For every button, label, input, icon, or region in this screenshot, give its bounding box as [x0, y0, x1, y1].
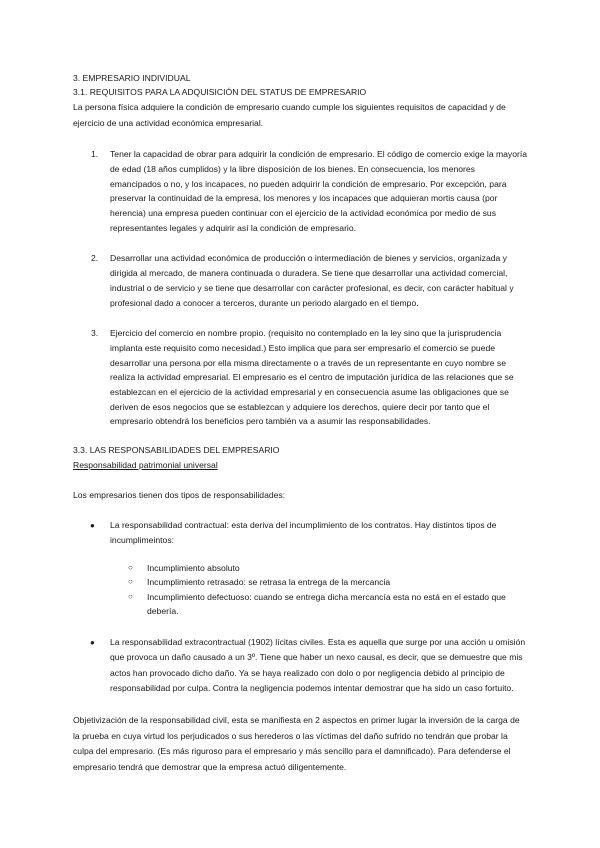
- extracontractual-text: La responsabilidad extracontractual (1902) lícitas civiles. Esta es aquella que surge por una acción u omisión que provoca un daño causado a un 3º. Tiene que haber un nexo causal, es decir, que se demuestre que mis actos han provocado dicho daño. Ya se haya realizado con dolo o por negligencia debido al principio de responsabilidad por culpa. Contra la negligencia podemos intentar demostrar que ha sido un caso fortuito.: [110, 636, 526, 694]
- list-item-text: Tener la capacidad de obrar para adquirir la condición de empresario. El código de comercio exige la mayoría de edad (18 años cumplidos) y la libre disposición de los bienes. En consecuencia, los menores emancipados o no, y los incapaces, no pueden adquirir la condición de empresario. Por excepción, para preservar la continuidad de la empresa, los menores y los incapaces que adquieran mortis causa (por herencia) una empresa pueden continuar con el ejercicio de la actividad económica por medio de sus representantes legales y adquirir así la condición de empresario.: [110, 149, 528, 233]
- contractual-text: La responsabilidad contractual: esta deriva del incumplimiento de los contratos. Hay distintos tipos de incumplimeintos:: [110, 519, 497, 546]
- section-heading-requisitos: 3.1. REQUISITOS PARA LA ADQUISICIÓN DEL STATUS DE EMPRESARIO: [73, 87, 367, 97]
- sub-list-item-text: Incumplimiento defectuoso: cuando se entrega dicha mercancía esta no está en el estado que debería.: [147, 591, 506, 617]
- section-heading-empresario-individual: 3. EMPRESARIO INDIVIDUAL: [73, 73, 191, 83]
- circle-bullet-icon: ○: [128, 577, 133, 587]
- spacer: [73, 472, 528, 488]
- subheading-patrimonial-universal: Responsabilidad patrimonial universal: [73, 460, 218, 471]
- list-item-text: Desarrollar una actividad económica de producción o intermediación de bienes y servicios, organizada y dirigida al mercado, de manera continuada o duradera. Se tiene que desarrollar una actividad comercial, industrial o de servicio y se tiene que desarrollar con carácter profesional, es decir, con carácter habitual y profesional dado a conocer a terceros, durante un periodo alargado en el tiempo.: [110, 253, 514, 308]
- tipos-intro: Los empresarios tienen dos tipos de responsabilidades:: [73, 490, 286, 501]
- circle-bullet-icon: ○: [128, 591, 133, 601]
- sub-list-item: [110, 590, 528, 619]
- list-item: [73, 147, 528, 235]
- objetivizacion-paragraph: Objetivización de la responsabilidad civil, esta se manifiesta en 2 aspectos en primer lugar la inversión de la carga de la prueba en cuya virtud los perjudicados o sus herederos o las víctimas del daño sufrido no tendrán que probar la culpa del empresario. (Es más riguroso para el empresario y más sencillo para el damnificado). Para defenderse el empresario tendrá que demostrar que la empresa actuó diligentemente.: [73, 714, 520, 772]
- list-item: [73, 251, 528, 310]
- responsabilidades-list: [73, 518, 528, 697]
- intro-paragraph: La persona física adquiere la condición de empresario cuando cumple los siguientes requisitos de capacidad y de ejercicio de una actividad económica empresarial.: [73, 102, 506, 128]
- spacer: [73, 504, 528, 518]
- sub-list-item-text: Incumplimiento retrasado: se retrasa la entrega de la mercancia: [147, 577, 391, 588]
- sub-list-item: [110, 575, 528, 589]
- section-heading-responsabilidades: 3.3. LAS RESPONSABILIDADES DEL EMPRESARIO: [73, 445, 280, 456]
- bullet-icon: ●: [90, 520, 95, 530]
- sub-list-item: [110, 561, 528, 575]
- list-item-extracontractual: [73, 635, 528, 697]
- bullet-icon: ●: [90, 637, 95, 647]
- list-item-contractual: [73, 518, 528, 619]
- requisitos-list: [73, 147, 528, 429]
- list-item-text: Ejercicio del comercio en nombre propio. (requisito no contemplado en la ley sino que la jurisprudencia implanta este requisito como necesidad.) Esto implica que para ser empresario el comercio se puede desarrollar una persona por ella misma directamente o a través de un representante en cuyo nombre se realiza la actividad empresarial. El empresario es el centro de imputación jurídica de las relaciones que se establezcan en el ejercicio de la actividad empresarial y en consecuencia asume las obligaciones que se deriven de esos negocios que se establezcan y adquiere los derechos, quiere decir por tanto que el empresario obtendrá los beneficios pero también va a asumir las responsabilidades.: [110, 328, 514, 427]
- list-item-number: 1.: [91, 149, 99, 160]
- incumplimientos-list: [110, 561, 528, 619]
- list-item-number: 2.: [91, 253, 99, 264]
- document-page: [73, 71, 528, 775]
- list-item-number: 3.: [91, 328, 99, 339]
- sub-list-item-text: Incumplimiento absoluto: [147, 562, 240, 573]
- circle-bullet-icon: ○: [128, 562, 133, 572]
- list-item: [73, 326, 528, 429]
- spacer: [73, 697, 528, 713]
